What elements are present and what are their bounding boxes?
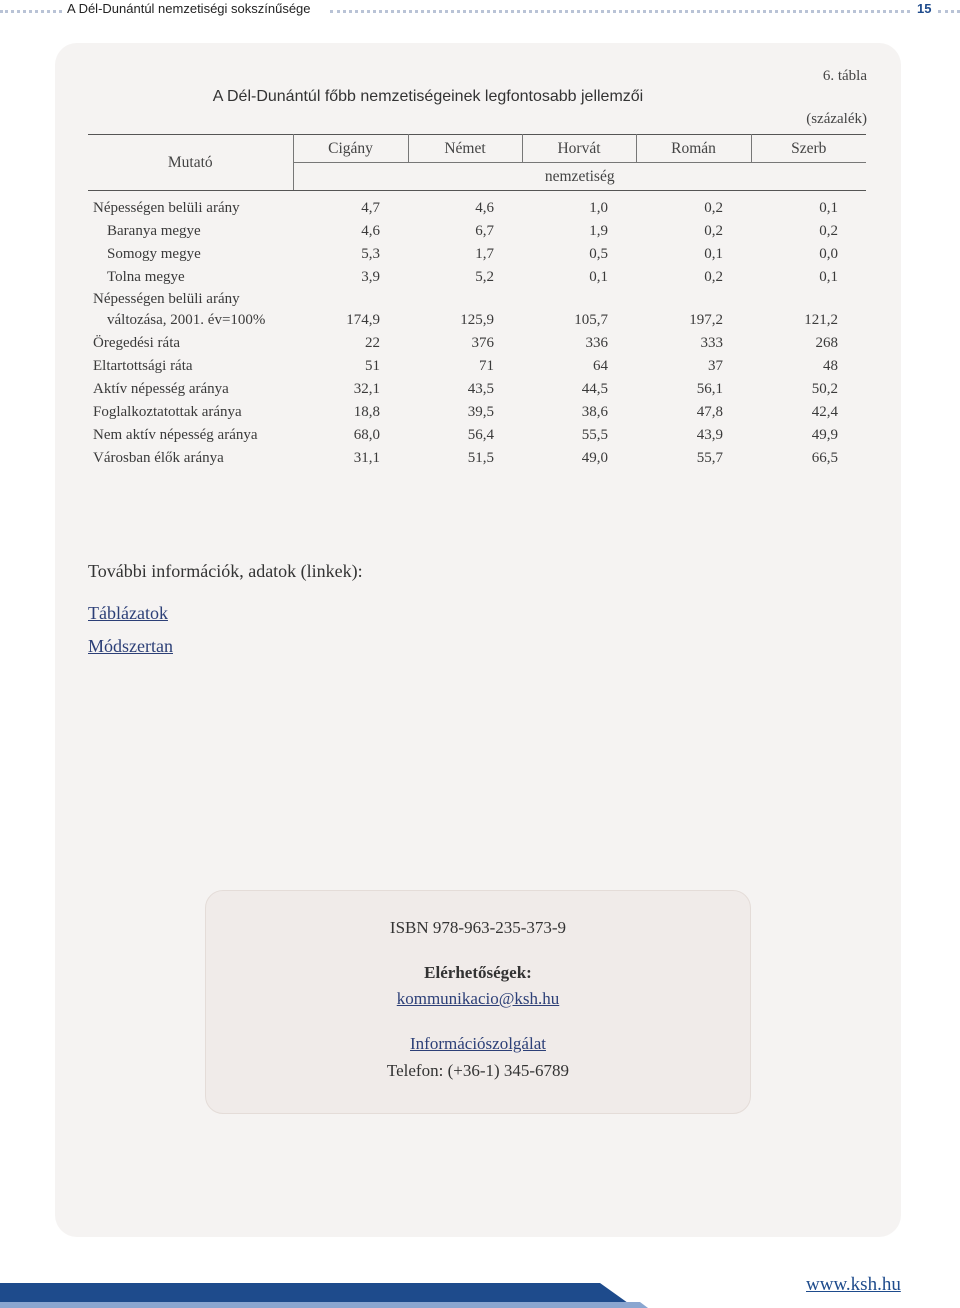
cell-value: 18,8: [353, 404, 380, 420]
row-label: Városban élők aránya: [93, 450, 224, 466]
cell-value: 1,0: [589, 200, 608, 216]
row-label: Eltartottsági ráta: [93, 358, 193, 374]
cell-value: 56,1: [696, 381, 723, 397]
row-label: Népességen belüli arány: [93, 200, 240, 216]
links-heading: További információk, adatok (linkek):: [88, 561, 363, 581]
cell-value: 0,1: [819, 200, 838, 216]
row-label: Aktív népesség aránya: [93, 381, 229, 397]
row-label: Öregedési ráta: [93, 335, 181, 351]
cell-value: 174,9: [346, 312, 380, 328]
cell-value: 125,9: [460, 312, 494, 328]
row-label: Tolna megye: [107, 269, 185, 285]
cell-value: 5,2: [475, 269, 494, 285]
cell-value: 50,2: [811, 381, 838, 397]
column-group-header: nemzetiség: [293, 163, 866, 191]
cell-value: 3,9: [361, 269, 380, 285]
link-tablazatok[interactable]: Táblázatok: [88, 603, 168, 623]
cell-value: 47,8: [696, 404, 723, 420]
cell-value: 51: [365, 358, 380, 374]
cell-value: 6,7: [475, 223, 494, 239]
cell-value: 0,1: [819, 269, 838, 285]
contact-heading: Elérhetőségek:: [424, 963, 532, 982]
row-label: Népességen belüli arány: [93, 290, 240, 307]
table-unit: (százalék): [806, 111, 867, 127]
cell-value: 48: [823, 358, 838, 374]
cell-value: 0,2: [704, 200, 723, 216]
cell-value: 64: [593, 358, 608, 374]
row-label: Baranya megye: [107, 223, 201, 239]
row-label-continued: változása, 2001. év=100%: [107, 312, 266, 328]
cell-value: 56,4: [467, 427, 494, 443]
cell-value: 376: [471, 335, 494, 351]
email-link[interactable]: kommunikacio@ksh.hu: [396, 989, 560, 1008]
cell-value: 22: [365, 335, 380, 351]
table-row: [88, 424, 866, 447]
row-label: Nem aktív népesség aránya: [93, 427, 258, 443]
cell-value: 68,0: [353, 427, 380, 443]
cell-value: 121,2: [804, 312, 838, 328]
table-title: A Dél-Dunántúl főbb nemzetiségeinek legfontosabb jellemzői: [212, 88, 644, 105]
table-row: [88, 266, 866, 289]
table-row: [88, 243, 866, 266]
row-label: Foglalkoztatottak aránya: [93, 404, 242, 420]
cell-value: 0,0: [819, 246, 838, 262]
cell-value: 49,9: [811, 427, 838, 443]
cell-value: 333: [700, 335, 723, 351]
cell-value: 4,6: [475, 200, 494, 216]
cell-value: 0,1: [704, 246, 723, 262]
phone-number: Telefon: (+36-1) 345-6789: [386, 1061, 570, 1080]
cell-value: 31,1: [353, 450, 380, 466]
cell-value: 0,5: [589, 246, 608, 262]
cell-value: 43,9: [696, 427, 723, 443]
cell-value: 55,5: [581, 427, 608, 443]
cell-value: 55,7: [696, 450, 723, 466]
table-row: [88, 401, 866, 424]
table-row: [88, 332, 866, 355]
isbn: ISBN 978-963-235-373-9: [389, 918, 567, 937]
cell-value: 4,7: [361, 200, 380, 216]
website-link[interactable]: www.ksh.hu: [806, 1274, 901, 1295]
table-row: [88, 289, 866, 309]
cell-value: 0,1: [589, 269, 608, 285]
cell-value: 43,5: [467, 381, 494, 397]
table-row: [88, 378, 866, 401]
table-row: [88, 355, 866, 378]
contact-box: [205, 890, 751, 1114]
cell-value: 268: [815, 335, 838, 351]
cell-value: 0,2: [704, 269, 723, 285]
cell-value: 5,3: [361, 246, 380, 262]
cell-value: 66,5: [811, 450, 838, 466]
table-row: [88, 309, 866, 332]
info-service-link[interactable]: Információszolgálat: [410, 1034, 546, 1053]
col-header-szerb: Szerb: [751, 135, 866, 163]
cell-value: 49,0: [581, 450, 608, 466]
cell-value: 1,9: [589, 223, 608, 239]
cell-value: 197,2: [689, 312, 723, 328]
col-header-cigany: Cigány: [293, 135, 408, 163]
cell-value: 32,1: [353, 381, 380, 397]
running-title: A Dél-Dunántúl nemzetiségi sokszínűsége: [63, 1, 315, 16]
cell-value: 38,6: [581, 404, 608, 420]
table-number: 6. tábla: [822, 68, 867, 84]
cell-value: 39,5: [467, 404, 494, 420]
link-modszertan[interactable]: Módszertan: [88, 636, 173, 656]
cell-value: 0,2: [704, 223, 723, 239]
page-number: 15: [914, 1, 934, 16]
cell-value: 42,4: [811, 404, 838, 420]
header-dots-end: [938, 10, 960, 13]
col-header-horvat: Horvát: [522, 135, 636, 163]
cell-value: 0,2: [819, 223, 838, 239]
col-header-nemet: Német: [408, 135, 522, 163]
cell-value: 37: [708, 358, 723, 374]
content-panel: [55, 43, 901, 1237]
row-header: Mutató: [88, 135, 293, 191]
header-dots-right: [330, 10, 910, 13]
cell-value: 1,7: [475, 246, 494, 262]
table-row: [88, 220, 866, 243]
row-label: Somogy megye: [107, 246, 201, 262]
header-dots-left: [0, 10, 62, 13]
cell-value: 336: [585, 335, 608, 351]
table-row: [88, 447, 866, 470]
cell-value: 44,5: [581, 381, 608, 397]
col-header-roman: Román: [636, 135, 751, 163]
cell-value: 51,5: [467, 450, 494, 466]
table-row: [88, 191, 866, 221]
cell-value: 71: [479, 358, 494, 374]
nationality-table: [88, 134, 866, 470]
cell-value: 105,7: [574, 312, 608, 328]
cell-value: 4,6: [361, 223, 380, 239]
